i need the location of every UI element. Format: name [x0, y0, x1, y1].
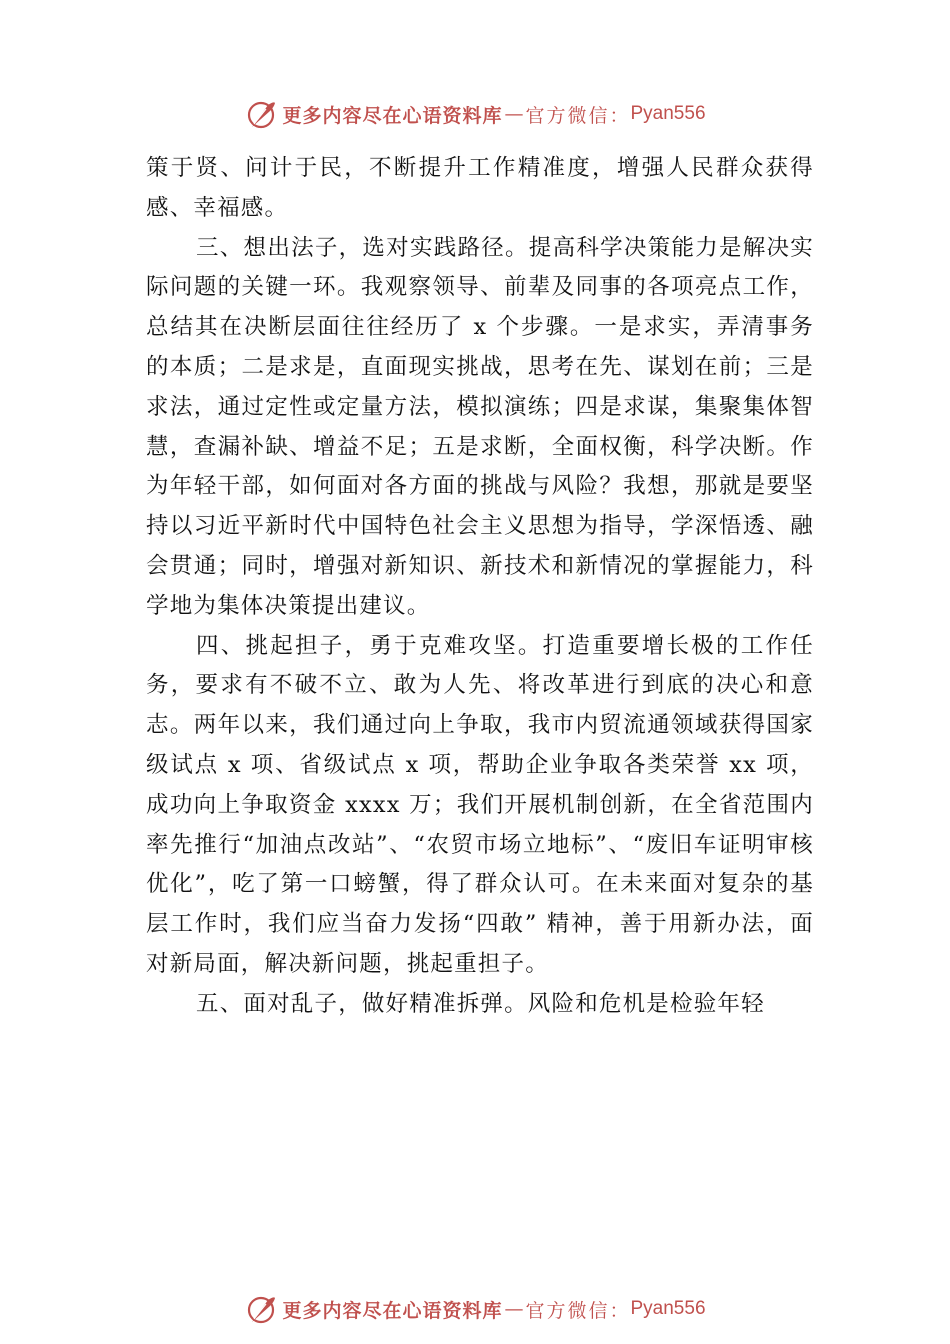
banner-wechat-id: Pyan556: [630, 103, 706, 124]
banner-wechat-id: Pyan556: [630, 1298, 706, 1319]
header-watermark: [0, 94, 950, 134]
paragraph-4: 五、面对乱子，做好精准拆弹。风险和危机是检验年轻: [196, 990, 765, 1017]
paragraph-1: 策于贤、问计于民，不断提升工作精准度，增强人民群众获得感、幸福感。: [146, 155, 814, 221]
footer-watermark: [0, 1289, 950, 1329]
paragraph-3: 四、挑起担子，勇于克难攻坚。打造重要增长极的工作任务，要求有不破不立、敢为人先、将改革进行到底的决心和意志。两年以来，我们通过向上争取，我市内贸流通领域获得国家级试点 x 项、省级试点 x 项，帮助企业争取各类荣誉 xx 项，成功向上争取资金 xxxx 万；我们开展机制创新，在全省范围内率先推行“加油点改站”、“农贸市场立地标”、“废旧车证明审核优化”，吃了第一口螃蟹，得了群众认可。在未来面对复杂的基层工作时，我们应当奋力发扬“四敢” 精神，善于用新办法，面对新局面，解决新问题，挑起重担子。: [146, 632, 814, 977]
banner-label: 官方微信：: [525, 1299, 631, 1322]
quill-logo-icon: [244, 97, 278, 131]
document-body: [146, 149, 814, 1025]
banner-main-text: 更多内容尽在心语资料库: [282, 104, 503, 127]
banner-label: 官方微信：: [525, 104, 631, 127]
banner-main-text: 更多内容尽在心语资料库: [282, 1299, 503, 1322]
quill-logo-icon: [244, 1292, 278, 1326]
banner-dash: —: [504, 1298, 524, 1320]
banner-dash: —: [504, 103, 524, 125]
paragraph-2: 三、想出法子，选对实践路径。提高科学决策能力是解决实际问题的关键一环。我观察领导、前辈及同事的各项亮点工作，总结其在决断层面往往经历了 x 个步骤。一是求实，弄清事务的本质；二是求是，直面现实挑战，思考在先、谋划在前；三是求法，通过定性或定量方法，模拟演练；四是求谋，集聚集体智慧，查漏补缺、增益不足；五是求断，全面权衡，科学决断。作为年轻干部，如何面对各方面的挑战与风险？我想，那就是要坚持以习近平新时代中国特色社会主义思想为指导，学深悟透、融会贯通；同时，增强对新知识、新技术和新情况的掌握能力，科学地为集体决策提出建议。: [146, 234, 814, 619]
